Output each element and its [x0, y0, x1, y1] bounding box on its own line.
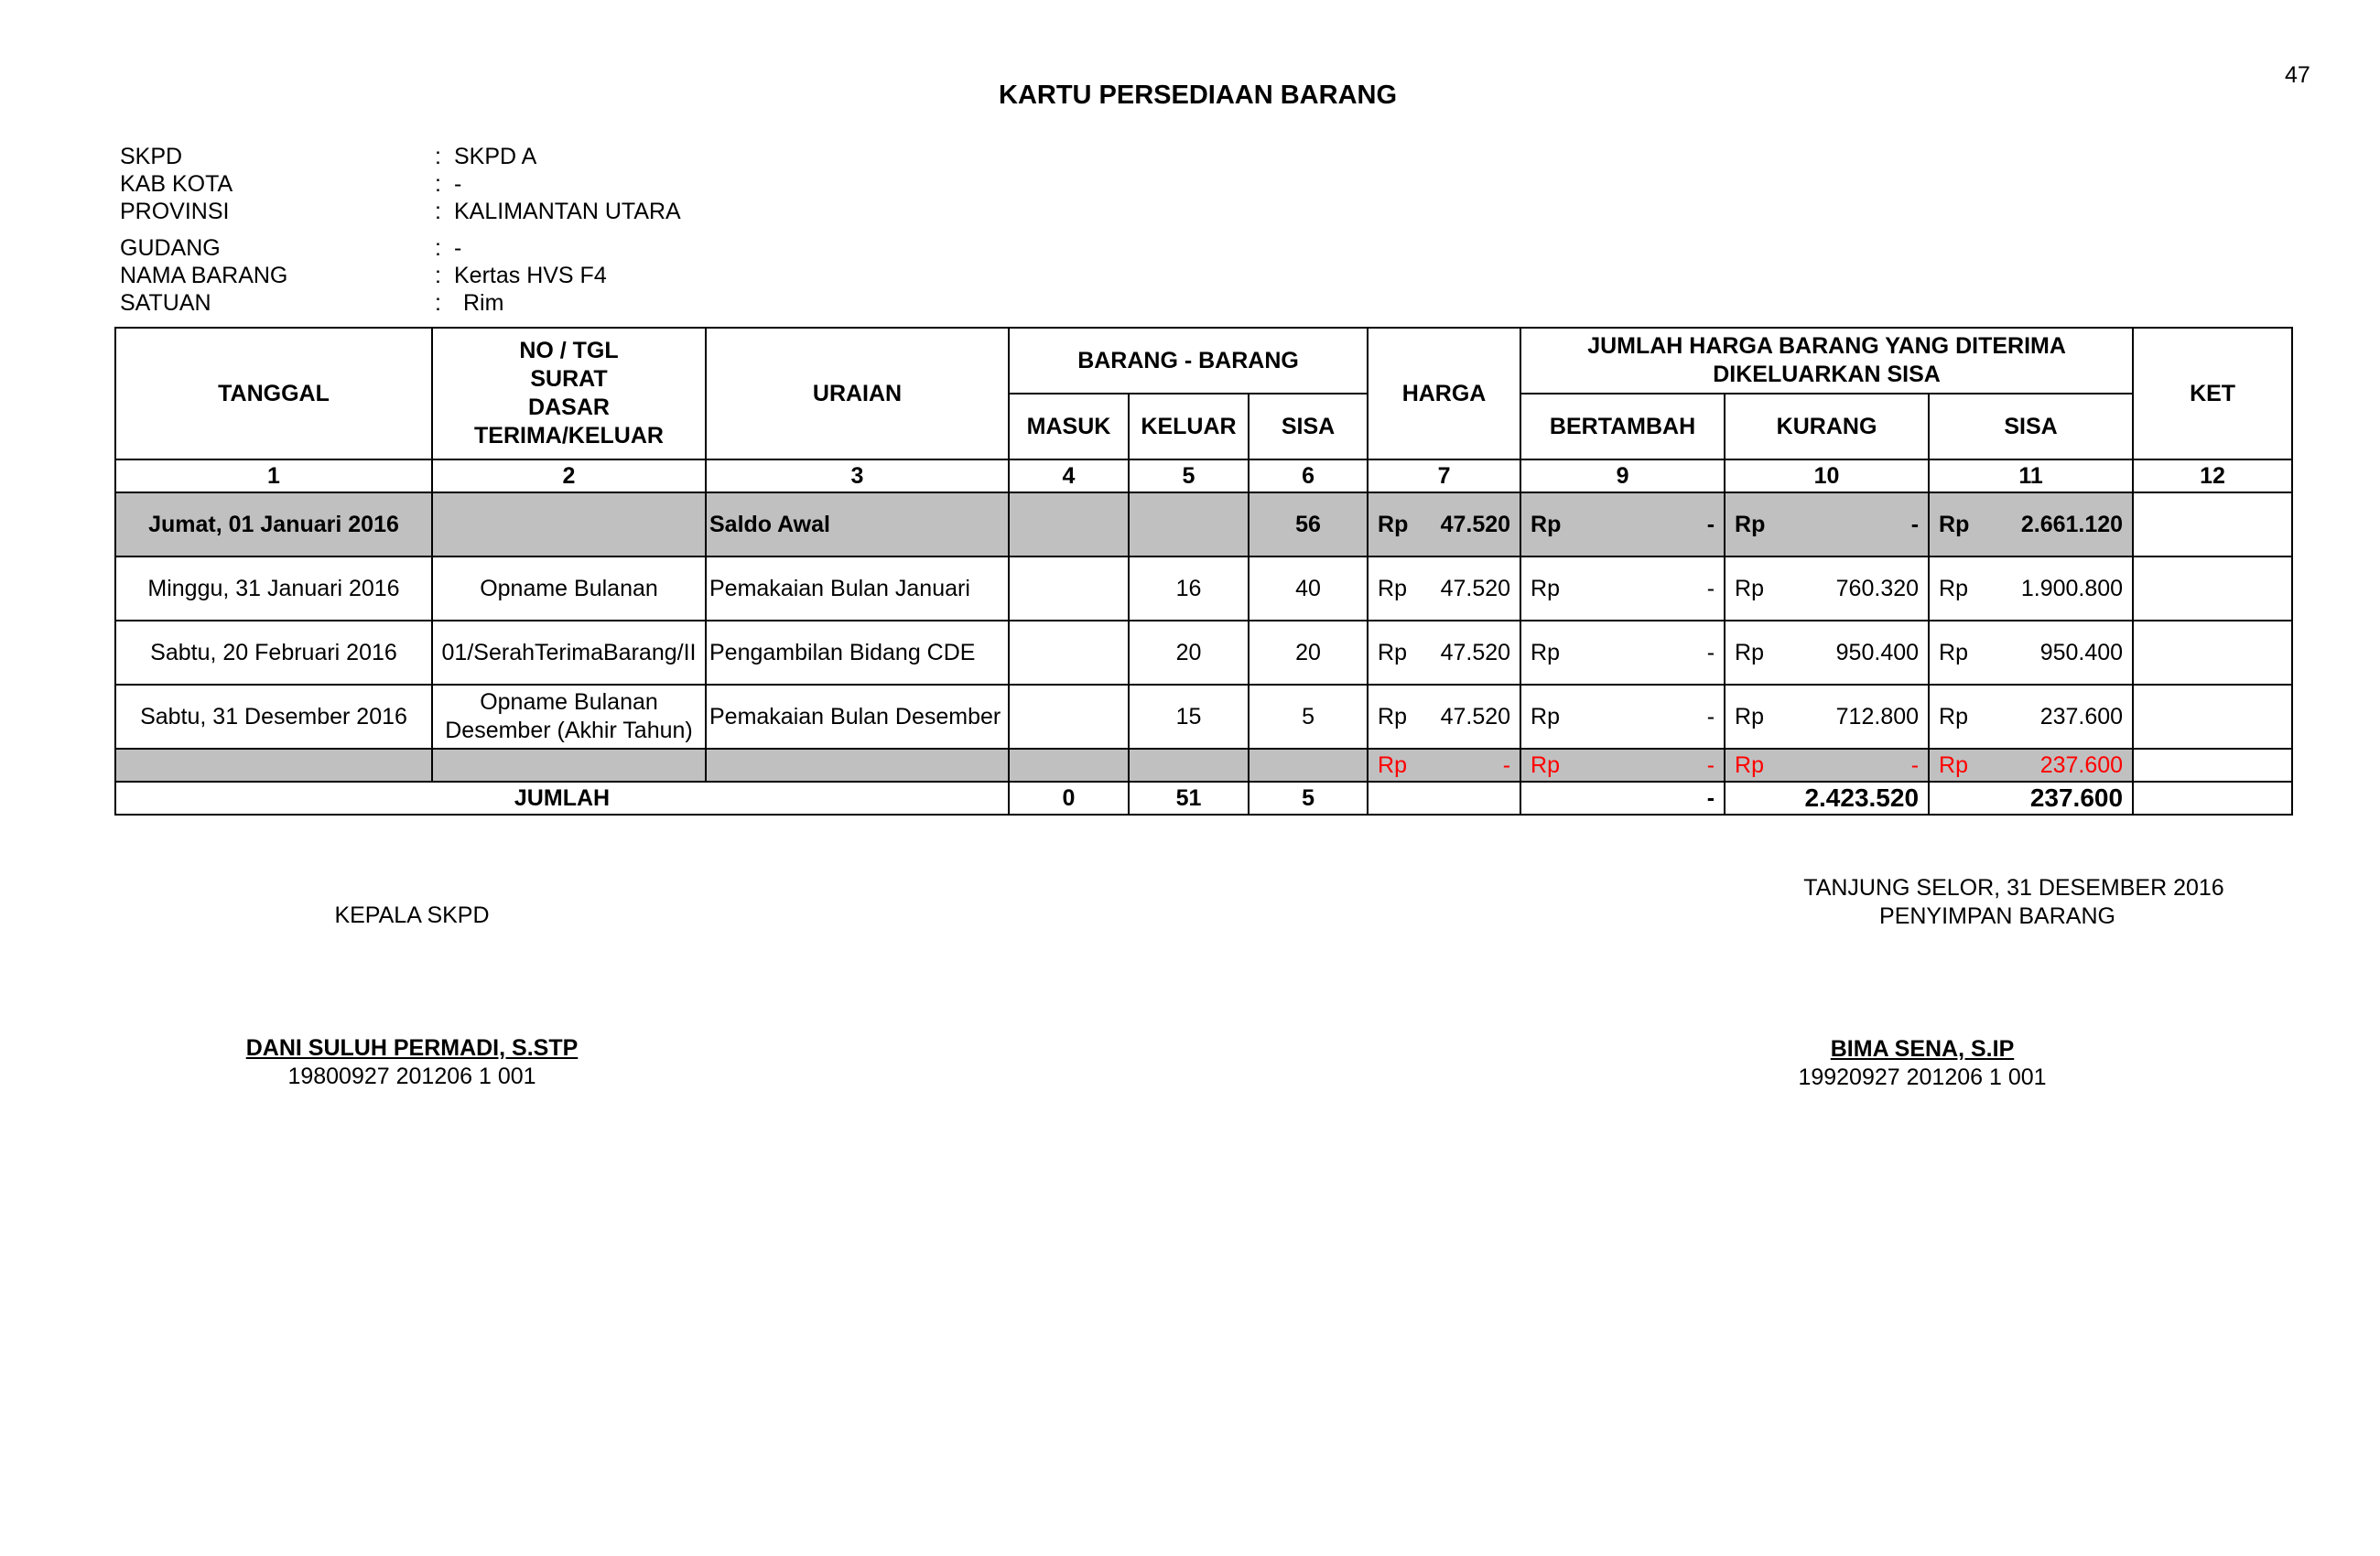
cell-harga [1368, 685, 1520, 749]
amount: 47.520 [1440, 511, 1511, 537]
cell-surat: Opname Bulanan [432, 556, 706, 621]
cell-kurang [1725, 492, 1929, 556]
cell-empty [1129, 749, 1249, 782]
meta-value: Rim [463, 290, 504, 316]
amount: 47.520 [1440, 575, 1511, 601]
cell-sisa: 5 [1249, 685, 1368, 749]
amount: - [1706, 575, 1715, 601]
cell-bertambah [1520, 621, 1725, 685]
meta-value: - [454, 171, 462, 197]
cell-bertambah [1520, 685, 1725, 749]
cell-tanggal: Minggu, 31 Januari 2016 [115, 556, 432, 621]
table-row [115, 556, 2292, 621]
amount: 950.400 [2039, 639, 2124, 665]
col-number: 1 [115, 459, 432, 492]
cell-empty [1368, 782, 1520, 815]
cell-harga [1368, 556, 1520, 621]
cell-uraian: Saldo Awal [706, 492, 1009, 556]
cell-masuk [1009, 492, 1129, 556]
cell-sisa-harga [1929, 556, 2133, 621]
cell-kurang [1725, 749, 1929, 782]
cell-sisa-harga [1929, 621, 2133, 685]
table-row [115, 685, 2292, 749]
amount: - [1706, 511, 1715, 537]
col-number: 11 [1929, 459, 2133, 492]
currency-label: Rp [1939, 639, 1968, 665]
cell-keluar [1129, 492, 1249, 556]
table-row [115, 621, 2292, 685]
meta-colon: : [435, 199, 441, 224]
currency-label: Rp [1531, 751, 1560, 778]
header-uraian: URAIAN [706, 328, 1009, 459]
cell-surat: 01/SerahTerimaBarang/II [432, 621, 706, 685]
amount: - [1706, 639, 1715, 665]
cell-empty [115, 749, 432, 782]
meta-value: Kertas HVS F4 [454, 263, 607, 288]
cell-sisa-harga [1929, 749, 2133, 782]
total-keluar: 51 [1129, 782, 1249, 815]
cell-kurang [1725, 621, 1929, 685]
amount: - [1910, 511, 1920, 537]
amount: 237.600 [2039, 751, 2124, 778]
meta-label: GUDANG [120, 235, 221, 261]
cell-bertambah [1520, 749, 1725, 782]
currency-label: Rp [1939, 751, 1968, 778]
header-jumlah-harga [1520, 328, 2133, 394]
cell-harga [1368, 621, 1520, 685]
cell-masuk [1009, 685, 1129, 749]
header-line: DASAR [528, 394, 610, 420]
meta-colon: : [435, 144, 441, 169]
col-number: 5 [1129, 459, 1249, 492]
amount: - [1706, 703, 1715, 729]
header-no-tgl-surat [432, 328, 706, 459]
currency-label: Rp [1735, 751, 1764, 778]
inventory-table [114, 327, 2293, 816]
amount: 950.400 [1835, 639, 1920, 665]
meta-colon: : [435, 235, 441, 261]
cell-bertambah [1520, 492, 1725, 556]
table-row [115, 492, 2292, 556]
cell-ket [2133, 492, 2292, 556]
header-keluar: KELUAR [1129, 394, 1249, 459]
cell-tanggal: Sabtu, 31 Desember 2016 [115, 685, 432, 749]
amount: 47.520 [1440, 703, 1511, 729]
amount: 1.900.800 [2020, 575, 2124, 601]
currency-label: Rp [1939, 575, 1968, 601]
cell-empty [432, 749, 706, 782]
meta-colon: : [435, 290, 441, 316]
currency-label: Rp [1378, 575, 1407, 601]
meta-value: SKPD A [454, 144, 537, 169]
amount: 237.600 [2039, 703, 2124, 729]
col-number: 2 [432, 459, 706, 492]
header-barang-barang: BARANG - BARANG [1009, 328, 1368, 394]
meta-value: - [454, 235, 462, 261]
cell-empty [706, 749, 1009, 782]
amount: - [1502, 751, 1511, 778]
currency-label: Rp [1531, 703, 1560, 729]
currency-label: Rp [1939, 703, 1968, 729]
header-harga: HARGA [1368, 328, 1520, 459]
cell-keluar: 16 [1129, 556, 1249, 621]
currency-label: Rp [1735, 575, 1764, 601]
currency-label: Rp [1735, 639, 1764, 665]
cell-sisa: 20 [1249, 621, 1368, 685]
cell-uraian: Pemakaian Bulan Desember [706, 685, 1009, 749]
cell-sisa: 56 [1249, 492, 1368, 556]
surat-line: Opname Bulanan [480, 689, 658, 715]
cell-masuk [1009, 621, 1129, 685]
header-ket: KET [2133, 328, 2292, 459]
cell-sisa-harga [1929, 492, 2133, 556]
amount: 2.661.120 [2020, 511, 2124, 537]
cell-uraian: Pengambilan Bidang CDE [706, 621, 1009, 685]
cell-tanggal: Sabtu, 20 Februari 2016 [115, 621, 432, 685]
signature-place-date: TANJUNG SELOR, 31 DESEMBER 2016 [1803, 875, 2224, 901]
amount: 47.520 [1440, 639, 1511, 665]
surat-line: Desember (Akhir Tahun) [445, 718, 693, 743]
cell-ket [2133, 685, 2292, 749]
currency-label: Rp [1378, 511, 1409, 537]
header-kurang: KURANG [1725, 394, 1929, 459]
currency-label: Rp [1531, 575, 1560, 601]
cell-sisa-harga [1929, 685, 2133, 749]
cell-empty [1249, 749, 1368, 782]
signature-name: BIMA SENA, S.IP [1830, 1036, 2015, 1062]
cell-empty [1009, 749, 1129, 782]
signature-nip: 19800927 201206 1 001 [287, 1064, 536, 1089]
signature-role: KEPALA SKPD [334, 902, 490, 928]
header-line: JUMLAH HARGA BARANG YANG DITERIMA [1587, 333, 2066, 359]
cell-surat [432, 492, 706, 556]
cell-uraian: Pemakaian Bulan Januari [706, 556, 1009, 621]
cell-kurang [1725, 685, 1929, 749]
header-sisa-harga: SISA [1929, 394, 2133, 459]
cell-tanggal: Jumat, 01 Januari 2016 [115, 492, 432, 556]
header-bertambah: BERTAMBAH [1520, 394, 1725, 459]
currency-label: Rp [1735, 703, 1764, 729]
cell-keluar: 20 [1129, 621, 1249, 685]
cell-empty [2133, 782, 2292, 815]
header-line: NO / TGL [519, 338, 619, 363]
amount: 760.320 [1835, 575, 1920, 601]
meta-label: NAMA BARANG [120, 263, 288, 288]
meta-label: KAB KOTA [120, 171, 233, 197]
cell-bertambah [1520, 556, 1725, 621]
col-number: 12 [2133, 459, 2292, 492]
currency-label: Rp [1939, 511, 1970, 537]
cell-harga [1368, 492, 1520, 556]
total-bertambah: - [1520, 782, 1725, 815]
currency-label: Rp [1735, 511, 1766, 537]
meta-label: SKPD [120, 144, 183, 169]
currency-label: Rp [1378, 639, 1407, 665]
meta-label: PROVINSI [120, 199, 230, 224]
total-sisa-harga: 237.600 [1929, 782, 2133, 815]
page-number: 47 [2285, 62, 2310, 88]
col-number: 9 [1520, 459, 1725, 492]
header-line: SURAT [530, 366, 608, 392]
col-number: 10 [1725, 459, 1929, 492]
meta-label: SATUAN [120, 290, 211, 316]
cell-harga [1368, 749, 1520, 782]
currency-label: Rp [1531, 511, 1562, 537]
meta-value: KALIMANTAN UTARA [454, 199, 681, 224]
amount: 712.800 [1835, 703, 1920, 729]
cell-surat [432, 685, 706, 749]
meta-colon: : [435, 171, 441, 197]
amount: - [1910, 751, 1920, 778]
cell-empty [2133, 749, 2292, 782]
cell-keluar: 15 [1129, 685, 1249, 749]
cell-kurang [1725, 556, 1929, 621]
meta-colon: : [435, 263, 441, 288]
signature-left [229, 902, 595, 1091]
signature-right [1739, 874, 2288, 1092]
header-masuk: MASUK [1009, 394, 1129, 459]
table-row-blank [115, 749, 2292, 782]
cell-masuk [1009, 556, 1129, 621]
total-masuk: 0 [1009, 782, 1129, 815]
header-line: TERIMA/KELUAR [474, 423, 664, 448]
col-number: 7 [1368, 459, 1520, 492]
col-number: 4 [1009, 459, 1129, 492]
header-line: DIKELUARKAN SISA [1713, 362, 1941, 387]
document-title: KARTU PERSEDIAAN BARANG [999, 81, 1398, 110]
total-label: JUMLAH [115, 782, 1009, 815]
signature-name: DANI SULUH PERMADI, S.STP [245, 1035, 579, 1061]
col-number: 3 [706, 459, 1009, 492]
col-number: 6 [1249, 459, 1368, 492]
signature-role: PENYIMPAN BARANG [1879, 903, 2115, 929]
header-tanggal: TANGGAL [115, 328, 432, 459]
amount: - [1706, 751, 1715, 778]
signature-nip: 19920927 201206 1 001 [1798, 1064, 2047, 1090]
currency-label: Rp [1378, 703, 1407, 729]
header-sisa: SISA [1249, 394, 1368, 459]
currency-label: Rp [1378, 751, 1407, 778]
cell-sisa: 40 [1249, 556, 1368, 621]
currency-label: Rp [1531, 639, 1560, 665]
total-kurang: 2.423.520 [1725, 782, 1929, 815]
cell-ket [2133, 621, 2292, 685]
total-sisa: 5 [1249, 782, 1368, 815]
total-row [115, 782, 2292, 815]
cell-ket [2133, 556, 2292, 621]
